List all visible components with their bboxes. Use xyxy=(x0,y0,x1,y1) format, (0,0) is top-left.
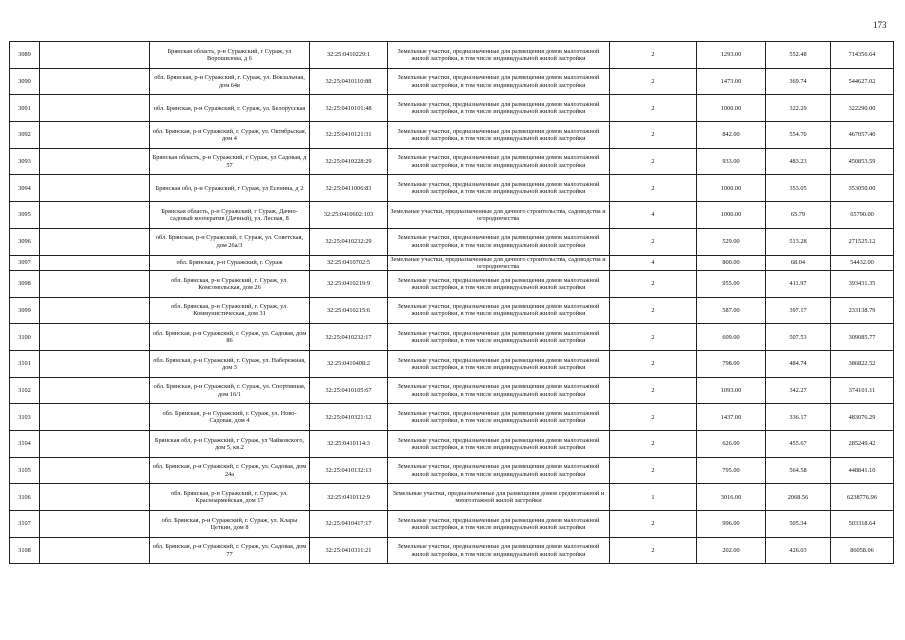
cell-cadastral-value: 503318.64 xyxy=(831,511,894,538)
cell-cadastral-value: 309085.77 xyxy=(831,324,894,351)
cell-permitted-use: Земельные участки, предназначенные для размещения домов среднеэтажной и многоэтажной жилой застройки xyxy=(388,484,610,511)
cell-cadastral-number: 32:25:0410215:6 xyxy=(310,297,388,324)
cell-area: 1000.00 xyxy=(697,95,766,122)
cell-group: 2 xyxy=(610,537,697,564)
table-row xyxy=(10,377,894,404)
cell-group: 2 xyxy=(610,270,697,297)
cell-cadastral-number: 32:25:0410219:9 xyxy=(310,270,388,297)
cell-cadastral-number: 32:25:0410232:17 xyxy=(310,324,388,351)
cell-blank xyxy=(40,511,150,538)
cell-cadastral-number: 32:25:0410101:48 xyxy=(310,95,388,122)
cell-permitted-use: Земельные участки, предназначенные для дачного строительства, садоводства и огородничества xyxy=(388,202,610,229)
cell-group: 2 xyxy=(610,377,697,404)
cell-permitted-use: Земельные участки, предназначенные для размещения домов малоэтажной жилой застройки, в том числе индивидуальной жилой застройки xyxy=(388,95,610,122)
cell-area: 1000.00 xyxy=(697,202,766,229)
cell-permitted-use: Земельные участки, предназначенные для размещения домов малоэтажной жилой застройки, в том числе индивидуальной жилой застройки xyxy=(388,431,610,458)
cell-id: 3098 xyxy=(10,270,40,297)
cell-cadastral-value: 285249.42 xyxy=(831,431,894,458)
cell-cadastral-number: 32:25:0410110:88 xyxy=(310,68,388,95)
cell-specific-value: 65.79 xyxy=(766,202,831,229)
cell-address: обл. Брянская, р-н Суражский, г. Сураж, ул. Спортивная, дом 16/1 xyxy=(150,377,310,404)
cell-id: 3106 xyxy=(10,484,40,511)
table-row xyxy=(10,202,894,229)
cell-permitted-use: Земельные участки, предназначенные для размещения домов малоэтажной жилой застройки, в том числе индивидуальной жилой застройки xyxy=(388,270,610,297)
cell-permitted-use: Земельные участки, предназначенные для размещения домов малоэтажной жилой застройки, в том числе индивидуальной жилой застройки xyxy=(388,324,610,351)
cell-area: 1093.00 xyxy=(697,377,766,404)
cell-specific-value: 68.04 xyxy=(766,255,831,270)
cell-address: обл. Брянская, р-н Суражский, г. Сураж, ул. Ново-Садовая, дом 4 xyxy=(150,404,310,431)
cell-permitted-use: Земельные участки, предназначенные для дачного строительства, садоводства и огородничества xyxy=(388,255,610,270)
page-number: 173 xyxy=(873,20,887,30)
cell-cadastral-number: 32:25:0410229:1 xyxy=(310,42,388,69)
cell-specific-value: 552.48 xyxy=(766,42,831,69)
table-row xyxy=(10,270,894,297)
cell-group: 2 xyxy=(610,511,697,538)
cell-address: Брянская область, р-н Суражский, г Сураж, Дачно-садовый кооператив (Дачный), ул. Лесная, 8 xyxy=(150,202,310,229)
cell-area: 609.00 xyxy=(697,324,766,351)
cell-address: обл. Брянская, р-н Суражский, г. Сураж, ул. Вокзальная, дом 64в xyxy=(150,68,310,95)
cell-specific-value: 411.97 xyxy=(766,270,831,297)
table-row xyxy=(10,537,894,564)
cell-blank xyxy=(40,404,150,431)
cell-cadastral-value: 353050.00 xyxy=(831,175,894,202)
cell-permitted-use: Земельные участки, предназначенные для размещения домов малоэтажной жилой застройки, в том числе индивидуальной жилой застройки xyxy=(388,350,610,377)
cell-address: обл. Брянская, р-н Суражский, г. Сураж xyxy=(150,255,310,270)
cell-group: 2 xyxy=(610,148,697,175)
cell-area: 996.00 xyxy=(697,511,766,538)
table-row xyxy=(10,457,894,484)
table-row xyxy=(10,431,894,458)
table-row xyxy=(10,175,894,202)
cell-group: 1 xyxy=(610,484,697,511)
cell-id: 3100 xyxy=(10,324,40,351)
cell-area: 800.00 xyxy=(697,255,766,270)
table-row xyxy=(10,228,894,255)
cell-cadastral-value: 483076.29 xyxy=(831,404,894,431)
cell-address: Брянская область, р-н Суражский, г Сураж, ул Ворошилова, д 6 xyxy=(150,42,310,69)
cell-id: 3095 xyxy=(10,202,40,229)
cell-specific-value: 342.27 xyxy=(766,377,831,404)
cell-cadastral-value: 374101.11 xyxy=(831,377,894,404)
cell-id: 3092 xyxy=(10,122,40,149)
cell-specific-value: 455.67 xyxy=(766,431,831,458)
cell-group: 2 xyxy=(610,42,697,69)
cell-cadastral-number: 32:25:0410321:12 xyxy=(310,404,388,431)
table-row xyxy=(10,350,894,377)
cell-cadastral-number: 32:25:0410228:29 xyxy=(310,148,388,175)
cell-specific-value: 554.70 xyxy=(766,122,831,149)
table-row xyxy=(10,511,894,538)
cell-cadastral-number: 32:25:0410702:5 xyxy=(310,255,388,270)
cell-blank xyxy=(40,202,150,229)
cell-area: 1473.00 xyxy=(697,68,766,95)
cell-blank xyxy=(40,350,150,377)
cell-cadastral-number: 32:25:0410132:13 xyxy=(310,457,388,484)
cell-id: 3096 xyxy=(10,228,40,255)
cell-cadastral-value: 54432.00 xyxy=(831,255,894,270)
cell-blank xyxy=(40,457,150,484)
cell-permitted-use: Земельные участки, предназначенные для размещения домов малоэтажной жилой застройки, в том числе индивидуальной жилой застройки xyxy=(388,511,610,538)
cell-blank xyxy=(40,324,150,351)
cell-cadastral-number: 32:25:0410114:3 xyxy=(310,431,388,458)
cell-cadastral-number: 32:25:0410232:29 xyxy=(310,228,388,255)
cell-group: 4 xyxy=(610,255,697,270)
cell-id: 3105 xyxy=(10,457,40,484)
cell-group: 2 xyxy=(610,350,697,377)
cell-cadastral-number: 32:25:0411006:83 xyxy=(310,175,388,202)
cell-cadastral-value: 65790.00 xyxy=(831,202,894,229)
cell-specific-value: 426.03 xyxy=(766,537,831,564)
cell-blank xyxy=(40,122,150,149)
cell-area: 1437.00 xyxy=(697,404,766,431)
cell-cadastral-value: 322290.00 xyxy=(831,95,894,122)
cell-id: 3091 xyxy=(10,95,40,122)
cell-address: обл. Брянская, р-н Суражский, г. Сураж, ул. Садовая, дом 24а xyxy=(150,457,310,484)
cell-cadastral-number: 32:25:0410311:21 xyxy=(310,537,388,564)
cell-blank xyxy=(40,228,150,255)
cell-area: 1293.00 xyxy=(697,42,766,69)
cell-permitted-use: Земельные участки, предназначенные для размещения домов малоэтажной жилой застройки, в том числе индивидуальной жилой застройки xyxy=(388,404,610,431)
cell-cadastral-number: 32:25:0410112:9 xyxy=(310,484,388,511)
cell-id: 3089 xyxy=(10,42,40,69)
cell-specific-value: 513.28 xyxy=(766,228,831,255)
cell-specific-value: 322.29 xyxy=(766,95,831,122)
cell-specific-value: 2068.56 xyxy=(766,484,831,511)
cell-permitted-use: Земельные участки, предназначенные для размещения домов малоэтажной жилой застройки, в том числе индивидуальной жилой застройки xyxy=(388,42,610,69)
cell-cadastral-value: 386822.52 xyxy=(831,350,894,377)
cell-cadastral-value: 271525.12 xyxy=(831,228,894,255)
cell-blank xyxy=(40,537,150,564)
cell-cadastral-value: 233138.79 xyxy=(831,297,894,324)
cell-id: 3093 xyxy=(10,148,40,175)
cell-permitted-use: Земельные участки, предназначенные для размещения домов малоэтажной жилой застройки, в том числе индивидуальной жилой застройки xyxy=(388,537,610,564)
cell-address: Брянская область, р-н Суражский, г Сураж, ул Садовая, д 57 xyxy=(150,148,310,175)
cell-area: 955.00 xyxy=(697,270,766,297)
cell-id: 3103 xyxy=(10,404,40,431)
cell-permitted-use: Земельные участки, предназначенные для размещения домов малоэтажной жилой застройки, в том числе индивидуальной жилой застройки xyxy=(388,457,610,484)
cell-cadastral-number: 32:25:0410105:67 xyxy=(310,377,388,404)
cell-address: обл. Брянская, р-н Суражский, г. Сураж, ул. Октябрьская, дом 4 xyxy=(150,122,310,149)
cell-group: 4 xyxy=(610,202,697,229)
cell-group: 2 xyxy=(610,324,697,351)
cell-permitted-use: Земельные участки, предназначенные для размещения домов малоэтажной жилой застройки, в том числе индивидуальной жилой застройки xyxy=(388,297,610,324)
cell-id: 3102 xyxy=(10,377,40,404)
cell-cadastral-value: 544627.02 xyxy=(831,68,894,95)
cell-specific-value: 353.05 xyxy=(766,175,831,202)
cell-group: 2 xyxy=(610,431,697,458)
cell-cadastral-number: 32:25:0410408:2 xyxy=(310,350,388,377)
table-row xyxy=(10,324,894,351)
cell-specific-value: 336.17 xyxy=(766,404,831,431)
cell-group: 2 xyxy=(610,68,697,95)
table-row xyxy=(10,404,894,431)
cell-group: 2 xyxy=(610,95,697,122)
cell-blank xyxy=(40,484,150,511)
cell-specific-value: 484.74 xyxy=(766,350,831,377)
cell-address: обл. Брянская, р-н Суражский, г. Сураж, ул. Садовая, дом 77 xyxy=(150,537,310,564)
cell-address: обл. Брянская, р-н Суражский, г. Сураж, ул. Белорусская xyxy=(150,95,310,122)
cell-cadastral-number: 32:25:0410417:17 xyxy=(310,511,388,538)
cell-group: 2 xyxy=(610,404,697,431)
cell-address: обл. Брянская, р-н Суражский, г. Сураж, ул. Набережная, дом 3 xyxy=(150,350,310,377)
cell-address: обл. Брянская, р-н Суражский, г. Сураж, ул. Коммунистическая, дом 31 xyxy=(150,297,310,324)
cell-cadastral-number: 32:25:0410121:31 xyxy=(310,122,388,149)
cell-blank xyxy=(40,175,150,202)
cell-group: 2 xyxy=(610,457,697,484)
cell-id: 3101 xyxy=(10,350,40,377)
cell-id: 3099 xyxy=(10,297,40,324)
land-registry-table xyxy=(9,41,894,564)
cell-group: 2 xyxy=(610,297,697,324)
cell-blank xyxy=(40,297,150,324)
cell-permitted-use: Земельные участки, предназначенные для размещения домов малоэтажной жилой застройки, в том числе индивидуальной жилой застройки xyxy=(388,122,610,149)
table-row xyxy=(10,122,894,149)
cell-cadastral-value: 6238776.96 xyxy=(831,484,894,511)
cell-address: Брянская обл, р-н Суражский, г Сураж, ул Чайковского, дом 5, кв.2 xyxy=(150,431,310,458)
cell-address: обл. Брянская, р-н Суражский, г. Сураж, ул. Клары Цеткин, дом 8 xyxy=(150,511,310,538)
cell-blank xyxy=(40,377,150,404)
cell-specific-value: 483.23 xyxy=(766,148,831,175)
cell-specific-value: 397.17 xyxy=(766,297,831,324)
cell-area: 587.00 xyxy=(697,297,766,324)
cell-permitted-use: Земельные участки, предназначенные для размещения домов малоэтажной жилой застройки, в том числе индивидуальной жилой застройки xyxy=(388,175,610,202)
cell-cadastral-value: 448841.10 xyxy=(831,457,894,484)
cell-address: обл. Брянская, р-н Суражский, г. Сураж, ул. Красноармейская, дом 17 xyxy=(150,484,310,511)
cell-id: 3094 xyxy=(10,175,40,202)
cell-permitted-use: Земельные участки, предназначенные для размещения домов малоэтажной жилой застройки, в том числе индивидуальной жилой застройки xyxy=(388,228,610,255)
cell-cadastral-number: 32:25:0410602:103 xyxy=(310,202,388,229)
cell-specific-value: 369.74 xyxy=(766,68,831,95)
cell-area: 933.00 xyxy=(697,148,766,175)
table-row xyxy=(10,484,894,511)
cell-blank xyxy=(40,148,150,175)
cell-area: 529.00 xyxy=(697,228,766,255)
cell-address: Брянская обл, р-н Суражский, г Сураж, ул Есенина, д 2 xyxy=(150,175,310,202)
cell-id: 3090 xyxy=(10,68,40,95)
cell-specific-value: 564.58 xyxy=(766,457,831,484)
cell-permitted-use: Земельные участки, предназначенные для размещения домов малоэтажной жилой застройки, в том числе индивидуальной жилой застройки xyxy=(388,68,610,95)
cell-cadastral-value: 467057.40 xyxy=(831,122,894,149)
cell-area: 1000.00 xyxy=(697,175,766,202)
cell-address: обл. Брянская, р-н Суражский, г. Сураж, ул. Садовая, дом 86 xyxy=(150,324,310,351)
table-row xyxy=(10,148,894,175)
cell-blank xyxy=(40,42,150,69)
cell-id: 3107 xyxy=(10,511,40,538)
cell-cadastral-value: 450853.59 xyxy=(831,148,894,175)
cell-specific-value: 505.34 xyxy=(766,511,831,538)
cell-specific-value: 507.53 xyxy=(766,324,831,351)
cell-cadastral-value: 714356.64 xyxy=(831,42,894,69)
cell-area: 626.00 xyxy=(697,431,766,458)
cell-id: 3108 xyxy=(10,537,40,564)
cell-blank xyxy=(40,68,150,95)
cell-blank xyxy=(40,431,150,458)
cell-area: 3016.00 xyxy=(697,484,766,511)
cell-area: 795.00 xyxy=(697,457,766,484)
table-row xyxy=(10,95,894,122)
table-row xyxy=(10,297,894,324)
cell-address: обл. Брянская, р-н Суражский, г. Сураж, ул. Советская, дом 26а/3 xyxy=(150,228,310,255)
cell-cadastral-value: 393431.35 xyxy=(831,270,894,297)
cell-area: 798.00 xyxy=(697,350,766,377)
table-row xyxy=(10,255,894,270)
cell-area: 202.00 xyxy=(697,537,766,564)
cell-blank xyxy=(40,270,150,297)
table-row xyxy=(10,42,894,69)
cell-id: 3097 xyxy=(10,255,40,270)
cell-blank xyxy=(40,255,150,270)
cell-blank xyxy=(40,95,150,122)
cell-permitted-use: Земельные участки, предназначенные для размещения домов малоэтажной жилой застройки, в том числе индивидуальной жилой застройки xyxy=(388,377,610,404)
cell-id: 3104 xyxy=(10,431,40,458)
cell-permitted-use: Земельные участки, предназначенные для размещения домов малоэтажной жилой застройки, в том числе индивидуальной жилой застройки xyxy=(388,148,610,175)
cell-area: 842.00 xyxy=(697,122,766,149)
cell-cadastral-value: 86058.06 xyxy=(831,537,894,564)
cell-group: 2 xyxy=(610,175,697,202)
cell-group: 2 xyxy=(610,122,697,149)
cell-group: 2 xyxy=(610,228,697,255)
table-row xyxy=(10,68,894,95)
cell-address: обл. Брянская, р-н Суражский, г. Сураж, ул. Комсомольская, дом 26 xyxy=(150,270,310,297)
